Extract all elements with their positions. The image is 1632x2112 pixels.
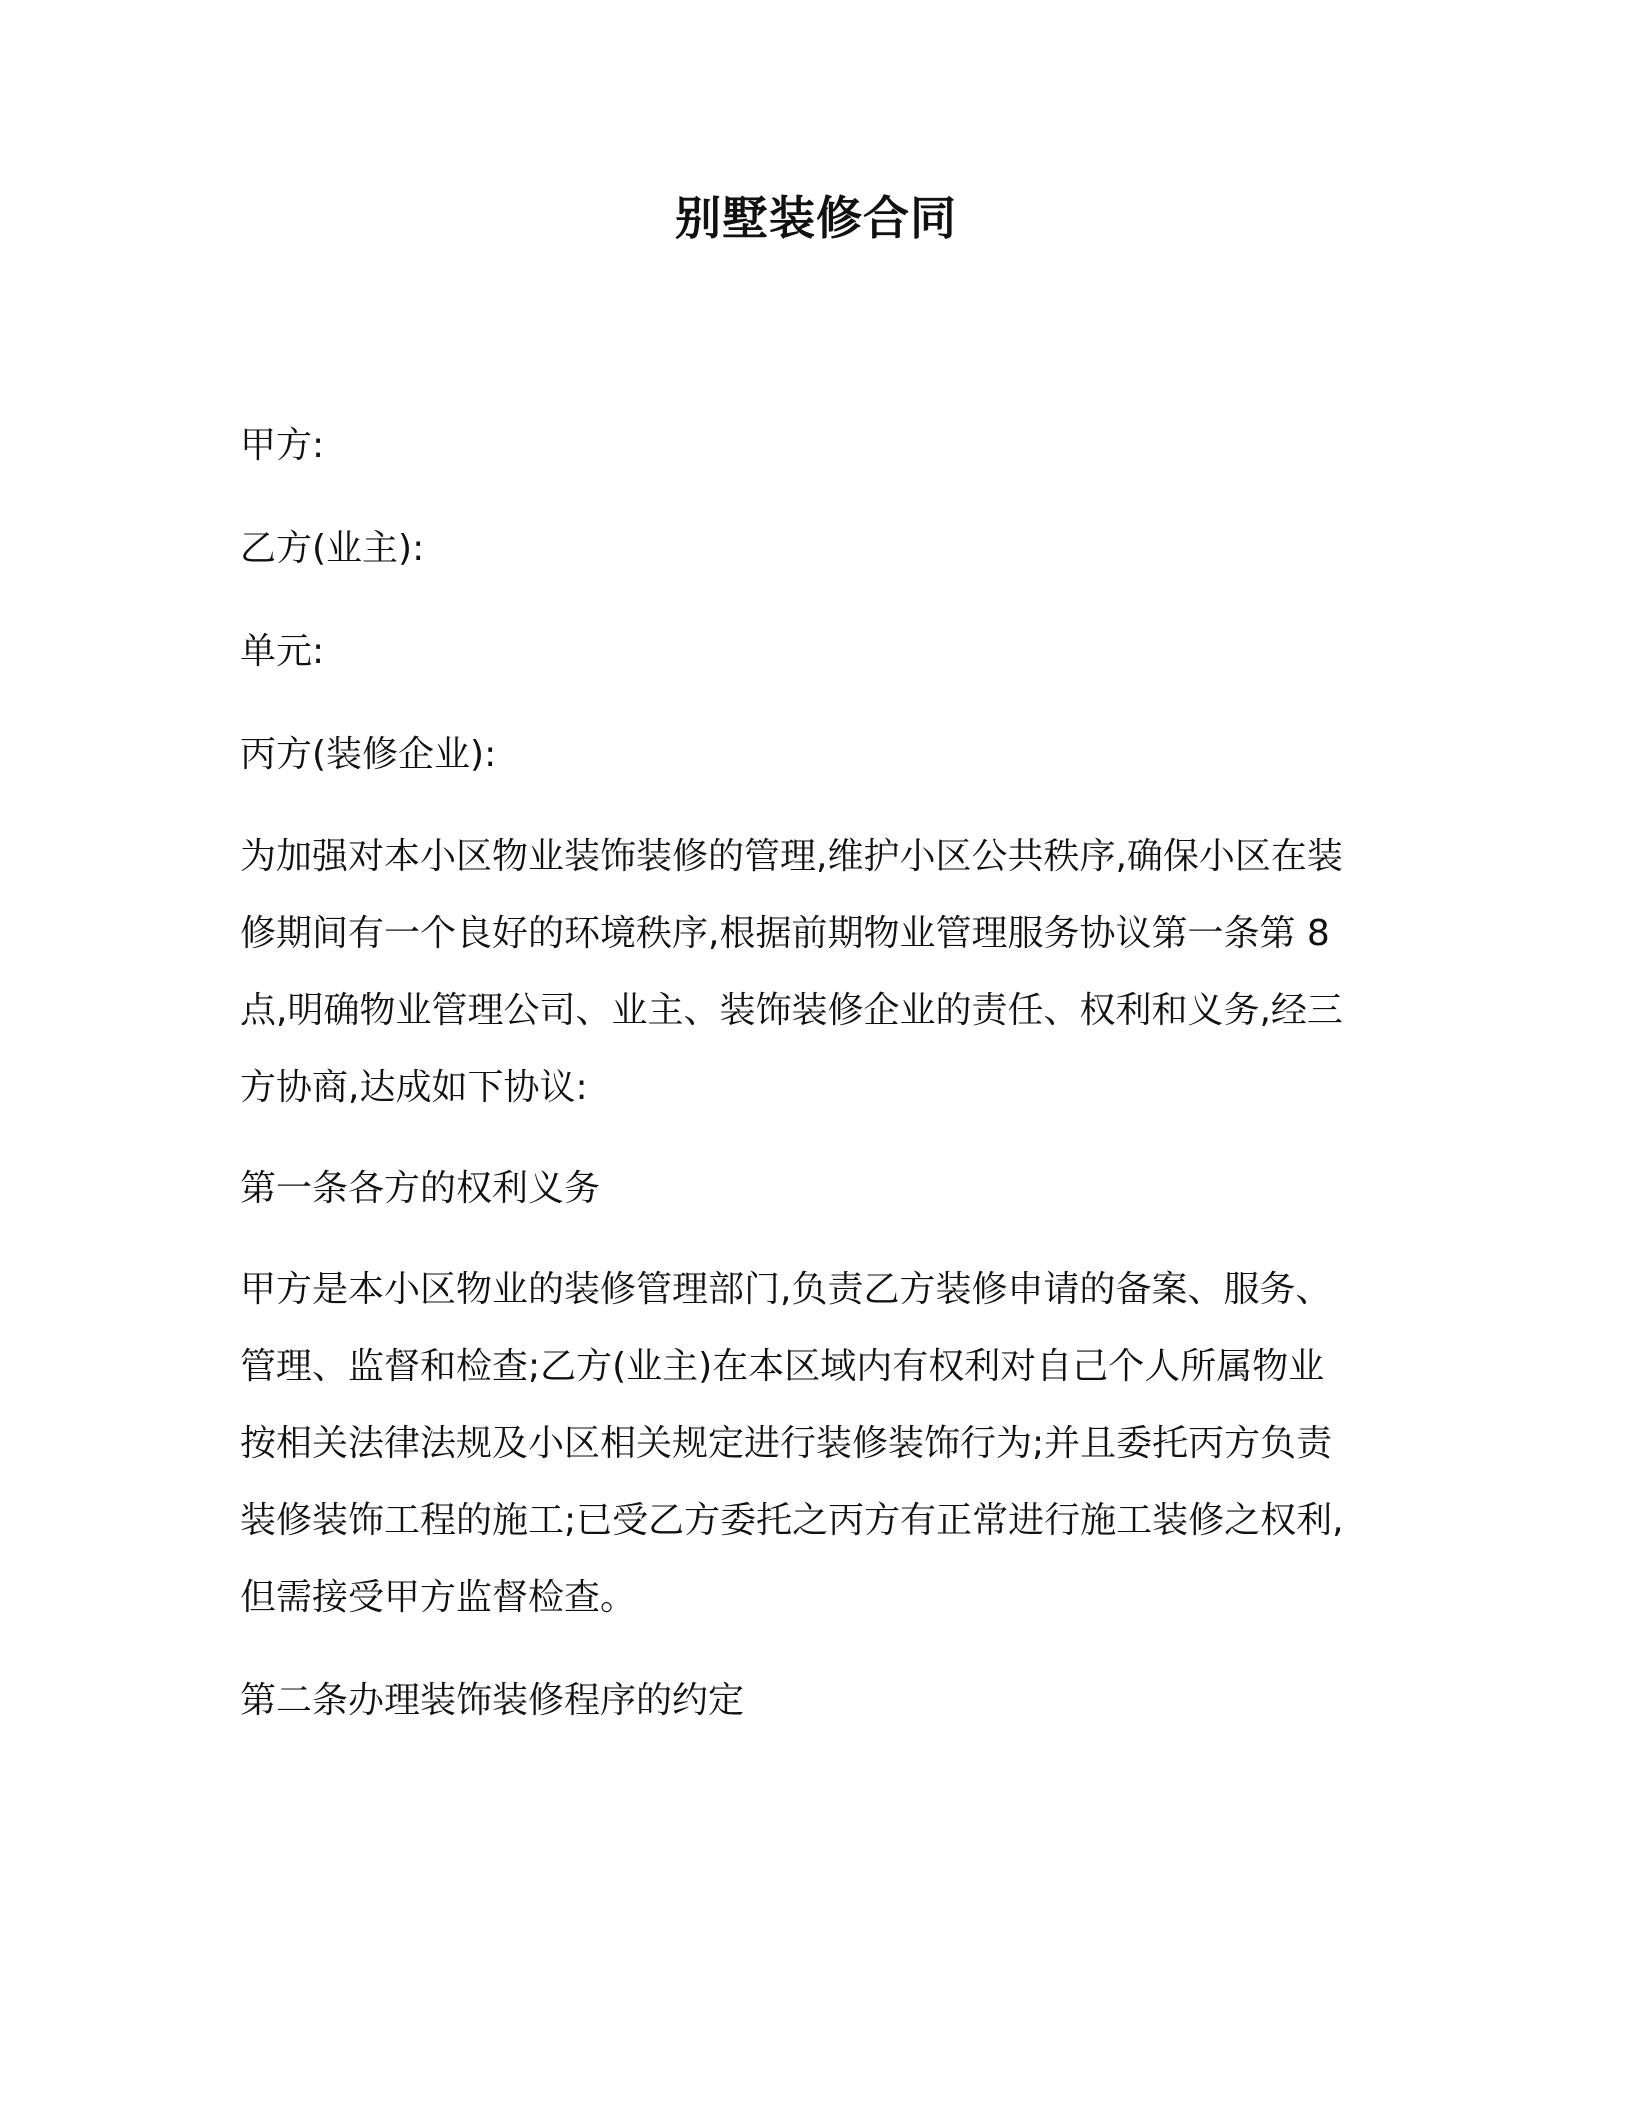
intro-line: 点,明确物业管理公司、业主、装饰装修企业的责任、权利和义务,经三 (240, 990, 1343, 1031)
party-b-field: 乙方(业主): (240, 528, 425, 569)
unit-field: 单元: (240, 631, 325, 672)
article1-heading: 第一条各方的权利义务 (240, 1168, 601, 1209)
party-a-field: 甲方: (240, 425, 325, 466)
intro-paragraph (240, 818, 1390, 1126)
article2-heading: 第二条办理装饰装修程序的约定 (240, 1680, 745, 1721)
article1-line: 甲方是本小区物业的装修管理部门,负责乙方装修申请的备案、服务、 (240, 1269, 1332, 1310)
article1-line: 但需接受甲方监督检查。 (240, 1577, 637, 1618)
intro-line: 为加强对本小区物业装饰装修的管理,维护小区公共秩序,确保小区在装 (240, 836, 1343, 877)
article1-paragraph (240, 1251, 1390, 1636)
intro-line: 方协商,达成如下协议: (240, 1067, 588, 1108)
document-title: 别墅装修合同 (675, 191, 957, 245)
article1-line: 按相关法律法规及小区相关规定进行装修装饰行为;并且委托丙方负责 (240, 1423, 1333, 1464)
intro-line: 修期间有一个良好的环境秩序,根据前期物业管理服务协议第一条第 8 (240, 913, 1330, 954)
article1-line: 管理、监督和检查;乙方(业主)在本区域内有权利对自己个人所属物业 (240, 1346, 1325, 1387)
party-c-field: 丙方(装修企业): (240, 734, 497, 775)
article1-line: 装修装饰工程的施工;已受乙方委托之丙方有正常进行施工装修之权利, (240, 1500, 1344, 1541)
